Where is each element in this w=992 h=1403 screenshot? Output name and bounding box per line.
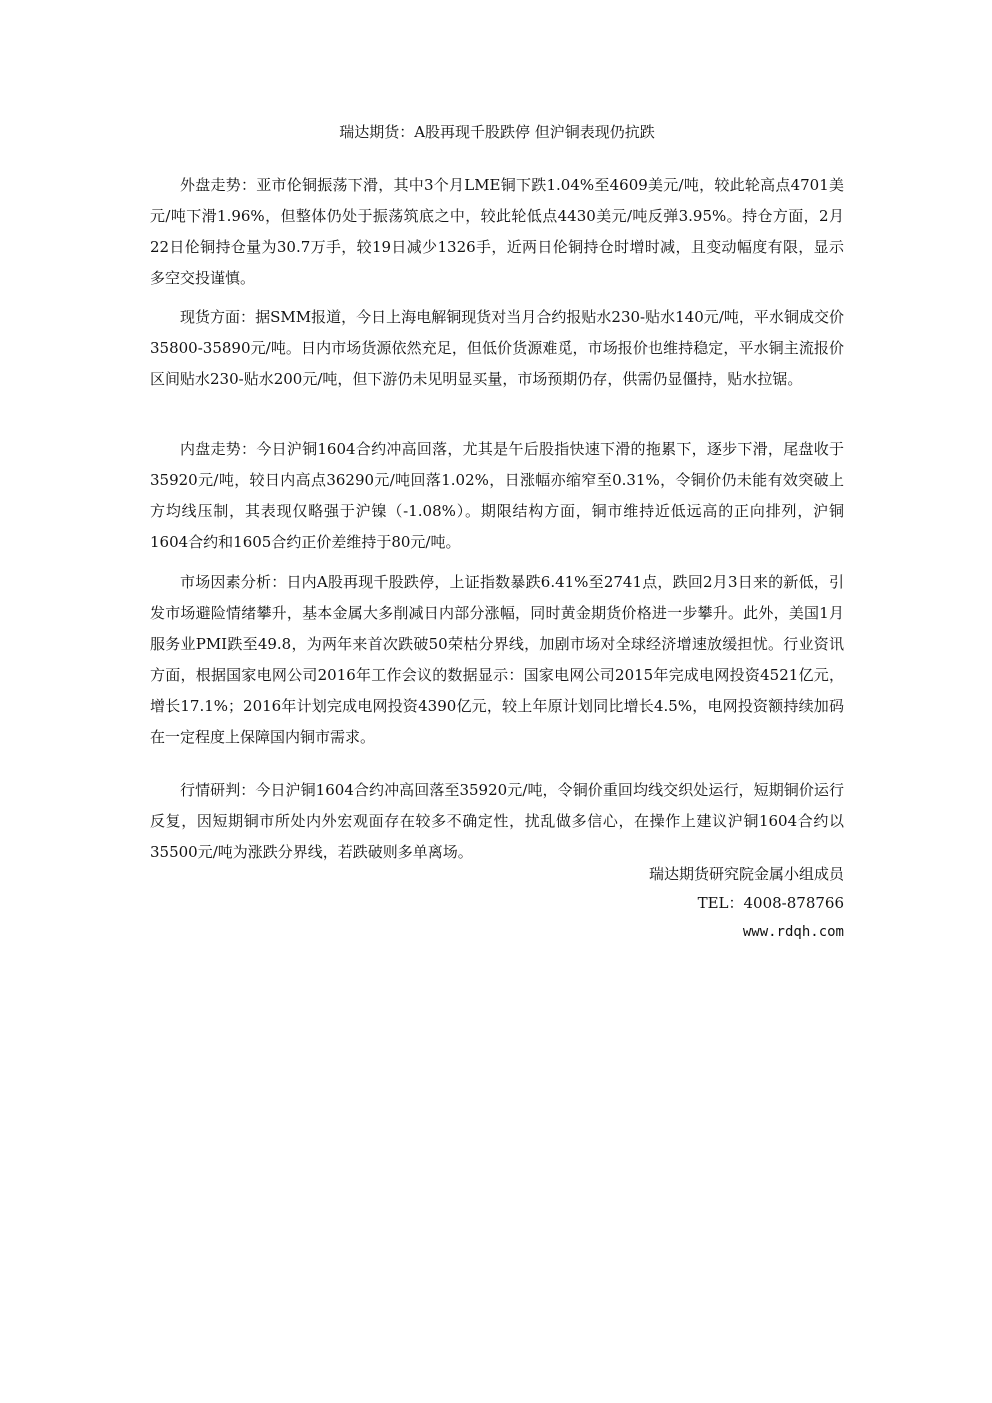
paragraph-spot-market: 现货方面：据SMM报道，今日上海电解铜现货对当月合约报贴水230-贴水140元/吨，平水铜成交价35800-35890元/吨。日内市场货源依然充足，但低价货源难觅，市场报价也维持稳定，平水铜主流报价区间贴水230-贴水200元/吨，但下游仍未见明显买量，市场预期仍存，供需仍显僵持，贴水拉锯。 (150, 308, 844, 388)
paragraph-domestic-market: 内盘走势：今日沪铜1604合约冲高回落，尤其是午后股指快速下滑的拖累下，逐步下滑，尾盘收于35920元/吨，较日内高点36290元/吨回落1.02%，日涨幅亦缩窄至0.31%，令铜价仍未能有效突破上方均线压制，其表现仅略强于沪镍（-1.08%）。期限结构方面，铜市维持近低远高的正向排列，沪铜1604合约和1605合约正价差维持于80元/吨。 (150, 440, 844, 551)
signature-website: www.rdqh.com (742, 924, 844, 940)
paragraph-market-outlook: 行情研判：今日沪铜1604合约冲高回落至35920元/吨，令铜价重回均线交织处运行，短期铜价运行反复，因短期铜市所处内外宏观面存在较多不确定性，扰乱做多信心，在操作上建议沪铜1604合约以35500元/吨为涨跌分界线，若跌破则多单离场。 (150, 781, 844, 861)
signature-author: 瑞达期货研究院金属小组成员 (648, 865, 844, 883)
paragraph-market-factors: 市场因素分析：日内A股再现千股跌停，上证指数暴跌6.41%至2741点，跌回2月3日来的新低，引发市场避险情绪攀升，基本金属大多削减日内部分涨幅，同时黄金期货价格进一步攀升。此外，美国1月服务业PMI跌至49.8，为两年来首次跌破50荣枯分界线，加剧市场对全球经济增速放缓担忧。行业资讯方面，根据国家电网公司2016年工作会议的数据显示：国家电网公司2015年完成电网投资4521亿元，增长17.1%；2016年计划完成电网投资4390亿元，较上年原计划同比增长4.5%，电网投资额持续加码在一定程度上保障国内铜市需求。 (150, 573, 844, 746)
signature-tel: TEL：4008-878766 (697, 894, 844, 912)
paragraph-overseas-market: 外盘走势：亚市伦铜振荡下滑，其中3个月LME铜下跌1.04%至4609美元/吨，较此轮高点4701美元/吨下滑1.96%，但整体仍处于振荡筑底之中，较此轮低点4430美元/吨反弹3.95%。持仓方面，2月22日伦铜持仓量为30.7万手，较19日减少1326手，近两日伦铜持仓时增时减，且变动幅度有限，显示多空交投谨慎。 (150, 176, 844, 287)
document-title: 瑞达期货：A股再现千股跌停 但沪铜表现仍抗跌 (339, 123, 655, 141)
